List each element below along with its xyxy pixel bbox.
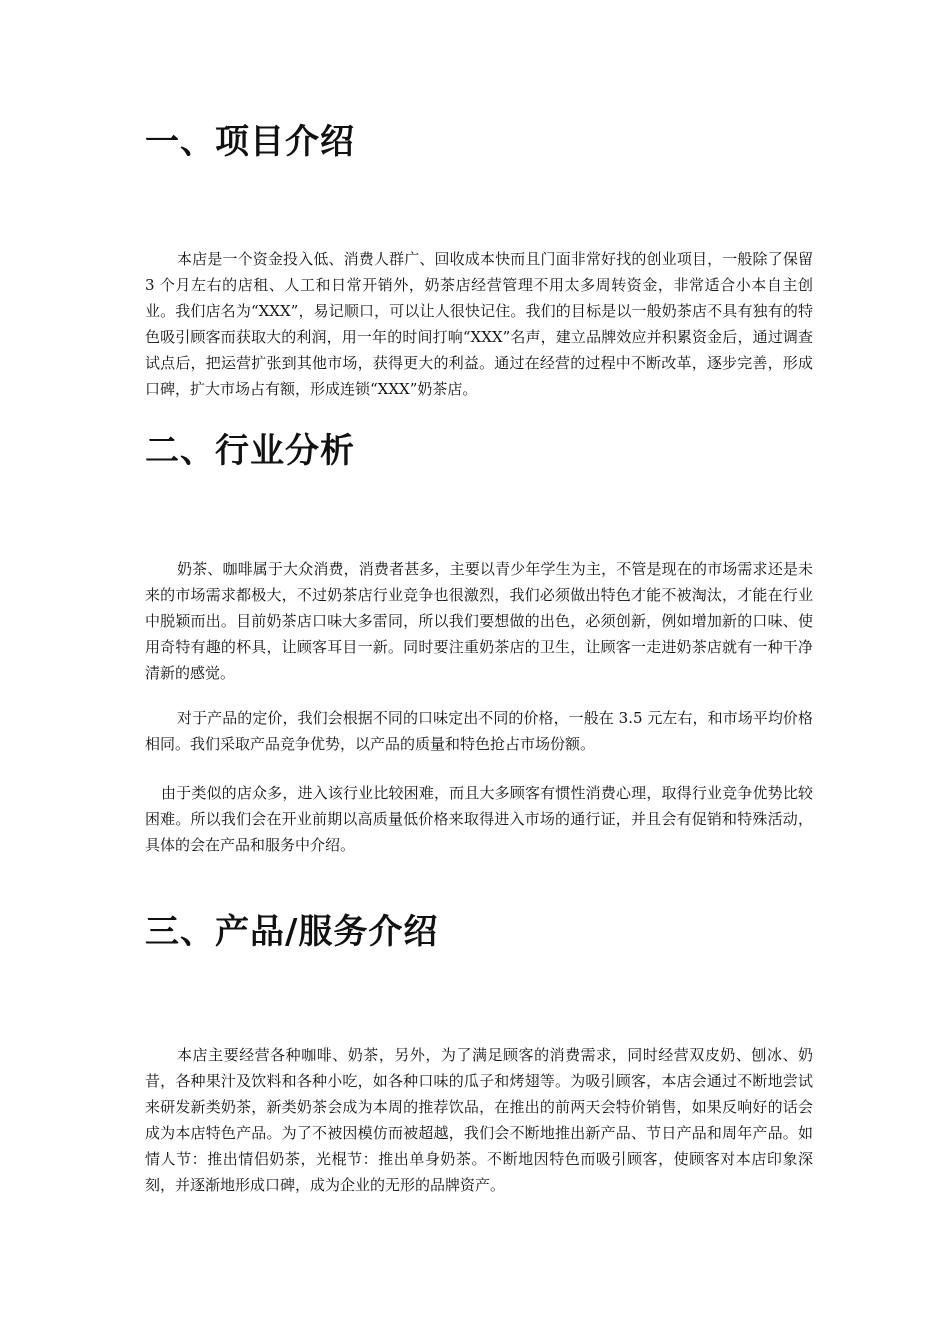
paragraph-product-service: 本店主要经营各种咖啡、奶茶，另外，为了满足顾客的消费需求，同时经营双皮奶、刨冰、奶昔，各种果汁及饮料和各种小吃，如各种口味的瓜子和烤翅等。为吸引顾客，本店会通过不断地尝试来研发新类奶茶，新类奶茶会成为本周的推荐饮品，在推出的前两天会特价销售，如果反响好的话会成为本店特色产品。为了不被因模仿而被超越，我们会不断地推出新产品、节日产品和周年产品。如情人节：推出情侣奶茶，光棍节：推出单身奶茶。不断地因特色而吸引顾客，使顾客对本店印象深刻，并逐渐地形成口碑，成为企业的无形的品牌资产。 — [145, 1046, 813, 1194]
paragraph-project-intro: 本店是一个资金投入低、消费人群广、回收成本快而且门面非常好找的创业项目，一般除了保留 3 个月左右的店租、人工和日常开销外，奶茶店经营管理不用太多周转资金，非常适合小本自主创业。我们店名为“XXX”，易记顺口，可以让人很快记住。我们的目标是以一般奶茶店不具有独有的特色吸引顾客而获取大的利润，用一年的时间打响“XXX”名声，建立品牌效应并积累资金后，通过调查试点后，把运营扩张到其他市场，获得更大的利益。通过在经营的过程中不断改革，逐步完善，形成口碑，扩大市场占有额，形成连锁“XXX”奶茶店。 — [145, 250, 813, 398]
paragraph-industry-analysis-3: 由于类似的店众多，进入该行业比较困难，而且大多顾客有惯性消费心理，取得行业竞争优势比较困难。所以我们会在开业前期以高质量低价格来取得进入市场的通行证，并且会有促销和特殊活动，具体的会在产品和服务中介绍。 — [145, 784, 813, 854]
section-heading-industry-analysis: 二、行业分析 — [145, 431, 355, 471]
paragraph-industry-analysis-2: 对于产品的定价，我们会根据不同的口味定出不同的价格，一般在 3.5 元左右，和市场平均价格相同。我们采取产品竞争优势，以产品的质量和特色抢占市场份额。 — [145, 709, 813, 753]
section-heading-product-service: 三、产品/服务介绍 — [145, 912, 439, 952]
section-heading-project-intro: 一、项目介绍 — [145, 122, 355, 162]
paragraph-industry-analysis-1: 奶茶、咖啡属于大众消费，消费者甚多，主要以青少年学生为主，不管是现在的市场需求还是未来的市场需求都极大，不过奶茶店行业竞争也很激烈，我们必须做出特色才能不被淘汰，才能在行业中脱颖而出。目前奶茶店口味大多雷同，所以我们要想做的出色，必须创新，例如增加新的口味、使用奇特有趣的杯具，让顾客耳目一新。同时要注重奶茶店的卫生，让顾客一走进奶茶店就有一种干净清新的感觉。 — [145, 560, 813, 682]
